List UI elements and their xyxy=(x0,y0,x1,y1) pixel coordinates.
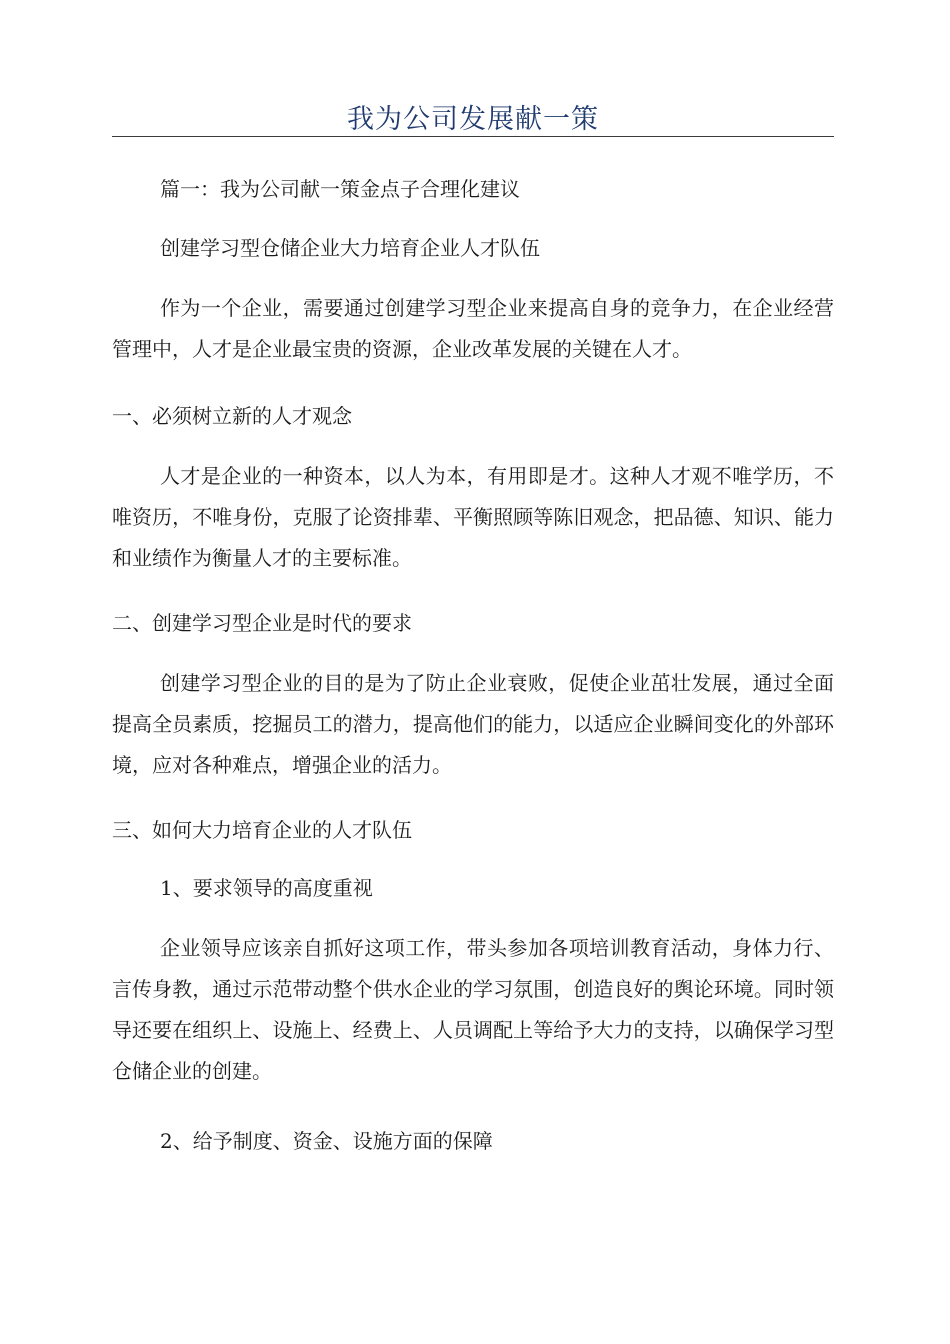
section-2-heading: 二、创建学习型企业是时代的要求 xyxy=(112,611,412,635)
subtitle-1: 篇一：我为公司献一策金点子合理化建议 xyxy=(160,177,520,201)
section-3-heading: 三、如何大力培育企业的人才队伍 xyxy=(112,818,412,842)
section-2-paragraph: 创建学习型企业的目的是为了防止企业衰败，促使企业茁壮发展，通过全面提高全员素质，挖掘员工的潜力，提高他们的能力，以适应企业瞬间变化的外部环境，应对各种难点，增强企业的活力。 xyxy=(112,671,834,777)
section-1-paragraph: 人才是企业的一种资本，以人为本，有用即是才。这种人才观不唯学历，不唯资历，不唯身份，克服了论资排辈、平衡照顾等陈旧观念，把品德、知识、能力和业绩作为衡量人才的主要标准。 xyxy=(112,464,834,570)
intro-paragraph: 作为一个企业，需要通过创建学习型企业来提高自身的竞争力，在企业经营管理中，人才是企业最宝贵的资源，企业改革发展的关键在人才。 xyxy=(112,296,834,361)
subtitle-2: 创建学习型仓储企业大力培育企业人才队伍 xyxy=(160,236,540,260)
subsection-1-paragraph: 企业领导应该亲自抓好这项工作，带头参加各项培训教育活动，身体力行、言传身教，通过示范带动整个供水企业的学习氛围，创造良好的舆论环境。同时领导还要在组织上、设施上、经费上、人员调配上等给予大力的支持，以确保学习型仓储企业的创建。 xyxy=(112,936,834,1083)
section-1-heading: 一、必须树立新的人才观念 xyxy=(112,404,352,428)
subsection-1-heading: 1、要求领导的高度重视 xyxy=(160,876,373,900)
page-title: 我为公司发展献一策 xyxy=(347,104,599,135)
subsection-2-heading: 2、给予制度、资金、设施方面的保障 xyxy=(160,1129,493,1153)
title-underline xyxy=(112,136,834,137)
